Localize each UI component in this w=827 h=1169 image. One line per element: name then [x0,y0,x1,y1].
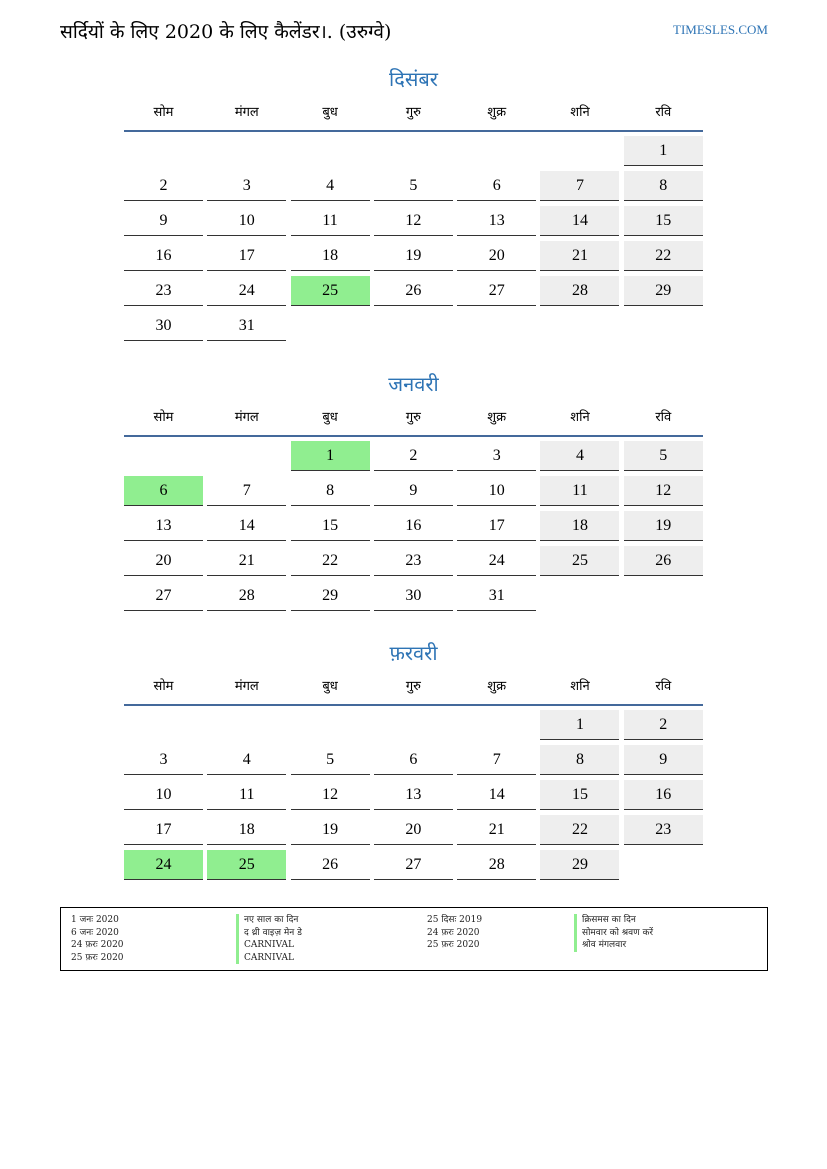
empty-cell [124,136,203,165]
day-cell: 20 [374,815,453,845]
weekend-day-cell: 1 [624,136,703,166]
weekday-label: शनि [570,410,590,425]
day-cell: 9 [124,206,203,236]
month-december [124,64,703,341]
page-title: सर्दियों के लिए 2020 के लिए कैलेंडर।. (उरुग्वे) [60,21,392,43]
weekend-day-cell: 4 [540,441,619,471]
day-cell: 26 [374,276,453,306]
weekday-label: रवि [655,410,672,425]
weekday-label: शुक्र [487,410,507,425]
day-cell: 3 [457,441,536,471]
month-title: फ़रवरी [389,641,438,665]
weekend-day-cell: 18 [540,511,619,541]
day-cell: 2 [124,171,203,201]
weekday-label: शनि [570,679,590,694]
weekday-label: बुध [322,410,338,425]
holiday-day-cell: 1 [291,441,370,471]
weekend-day-cell: 25 [540,546,619,576]
day-cell: 30 [124,311,203,341]
day-cell: 23 [124,276,203,306]
legend-right-dates [427,914,482,952]
weekend-day-cell: 22 [540,815,619,845]
empty-cell [540,136,619,165]
day-cell: 4 [291,171,370,201]
legend-date: 25 दिसः 2019 [427,915,483,925]
day-cell: 30 [374,581,453,611]
weekend-day-cell: 19 [624,511,703,541]
day-cell: 24 [207,276,286,306]
weekend-day-cell: 7 [540,171,619,201]
holiday-day-cell: 24 [124,850,203,880]
day-cell: 29 [291,581,370,611]
empty-cell [207,136,286,165]
day-cell: 31 [207,311,286,341]
day-cell: 18 [291,241,370,271]
weekend-day-cell: 22 [624,241,703,271]
holiday-day-cell: 6 [124,476,203,506]
day-cell: 11 [207,780,286,810]
day-cell: 15 [291,511,370,541]
day-cell: 16 [124,241,203,271]
day-cell: 2 [374,441,453,471]
day-cell: 27 [374,850,453,880]
month-title: दिसंबर [389,67,438,91]
day-cell: 31 [457,581,536,611]
legend-date: 24 फ़रः 2020 [71,940,124,950]
weekday-label: सोम [153,410,174,425]
legend-left-names [236,914,302,964]
weekend-day-cell: 2 [624,710,703,740]
legend-left-dates [71,914,124,964]
weekday-label: रवि [655,105,672,120]
legend-date: 24 फ़रः 2020 [427,927,480,938]
legend-date: 25 फ़रः 2020 [71,952,124,963]
day-cell: 21 [207,546,286,576]
empty-cell [207,441,286,470]
weekend-day-cell: 29 [540,850,619,880]
day-cell: 17 [124,815,203,845]
holiday-legend [60,907,768,971]
day-cell: 28 [207,581,286,611]
day-cell: 20 [457,241,536,271]
month-title: जनवरी [388,372,439,396]
day-cell: 4 [207,745,286,775]
day-cell: 6 [457,171,536,201]
weekday-label: शनि [570,105,590,120]
day-cell: 17 [457,511,536,541]
empty-cell [457,136,536,165]
weekday-label: गुरु [405,410,421,425]
weekday-label: शुक्र [487,679,507,694]
legend-date: 6 जनः 2020 [71,927,119,938]
month-february [124,638,703,880]
day-cell: 8 [291,476,370,506]
weekend-day-cell: 28 [540,276,619,306]
weekend-day-cell: 23 [624,815,703,845]
weekday-label: सोम [153,105,174,120]
day-cell: 5 [374,171,453,201]
weekend-day-cell: 15 [540,780,619,810]
day-cell: 16 [374,511,453,541]
day-cell: 17 [207,241,286,271]
weekday-label: बुध [322,105,338,120]
day-cell: 10 [124,780,203,810]
day-cell: 14 [207,511,286,541]
day-cell: 18 [207,815,286,845]
day-grid [124,710,703,880]
weekday-label: गुरु [405,105,421,120]
weekend-day-cell: 26 [624,546,703,576]
day-cell: 12 [291,780,370,810]
day-cell: 19 [291,815,370,845]
weekend-day-cell: 29 [624,276,703,306]
weekday-label: रवि [655,679,672,694]
site-link[interactable]: TIMESLES.COM [673,22,768,37]
weekday-label: शुक्र [487,105,507,120]
weekday-label: सोम [153,679,174,694]
legend-holiday-name: श्रोव मंगलवार [574,939,653,952]
day-cell: 7 [207,476,286,506]
weekday-label: मंगल [234,105,259,120]
day-cell: 21 [457,815,536,845]
day-cell: 9 [374,476,453,506]
day-cell: 28 [457,850,536,880]
legend-date: 25 फ़रः 2020 [427,940,480,950]
weekday-label: गुरु [405,679,421,694]
holiday-day-cell: 25 [207,850,286,880]
legend-holiday-name: नए साल का दिन [236,914,302,927]
day-cell: 27 [124,581,203,611]
empty-cell [291,136,370,165]
legend-holiday-name: CARNIVAL [236,952,302,965]
weekend-day-cell: 1 [540,710,619,740]
day-cell: 7 [457,745,536,775]
weekend-day-cell: 21 [540,241,619,271]
empty-cell [457,710,536,739]
day-cell: 11 [291,206,370,236]
empty-cell [124,441,203,470]
legend-holiday-name: द थ्री वाइज़ मेन डे [236,927,302,940]
day-grid [124,441,703,611]
day-cell: 13 [374,780,453,810]
weekend-day-cell: 12 [624,476,703,506]
day-cell: 19 [374,241,453,271]
weekday-header [124,672,703,706]
day-cell: 13 [124,511,203,541]
day-cell: 3 [207,171,286,201]
empty-cell [291,710,370,739]
weekday-header [124,98,703,132]
day-cell: 24 [457,546,536,576]
day-cell: 6 [374,745,453,775]
weekday-header [124,403,703,437]
weekend-day-cell: 8 [624,171,703,201]
empty-cell [124,710,203,739]
weekday-label: बुध [322,679,338,694]
day-cell: 23 [374,546,453,576]
empty-cell [374,710,453,739]
legend-holiday-name: सोमवार को श्रवण करें [574,927,653,940]
weekend-day-cell: 11 [540,476,619,506]
month-january [124,369,703,611]
weekend-day-cell: 9 [624,745,703,775]
day-cell: 26 [291,850,370,880]
weekend-day-cell: 15 [624,206,703,236]
weekday-label: मंगल [234,410,259,425]
day-cell: 10 [207,206,286,236]
legend-holiday-name: क्रिसमस का दिन [574,914,653,927]
legend-right-names [574,914,653,952]
day-cell: 12 [374,206,453,236]
day-cell: 14 [457,780,536,810]
empty-cell [207,710,286,739]
day-cell: 20 [124,546,203,576]
day-grid [124,136,703,341]
holiday-day-cell: 25 [291,276,370,306]
day-cell: 10 [457,476,536,506]
weekend-day-cell: 5 [624,441,703,471]
legend-date: 1 जनः 2020 [71,915,119,925]
weekend-day-cell: 16 [624,780,703,810]
day-cell: 22 [291,546,370,576]
weekend-day-cell: 14 [540,206,619,236]
day-cell: 3 [124,745,203,775]
day-cell: 13 [457,206,536,236]
empty-cell [374,136,453,165]
day-cell: 5 [291,745,370,775]
day-cell: 27 [457,276,536,306]
legend-holiday-name: CARNIVAL [236,939,302,952]
weekday-label: मंगल [234,679,259,694]
weekend-day-cell: 8 [540,745,619,775]
